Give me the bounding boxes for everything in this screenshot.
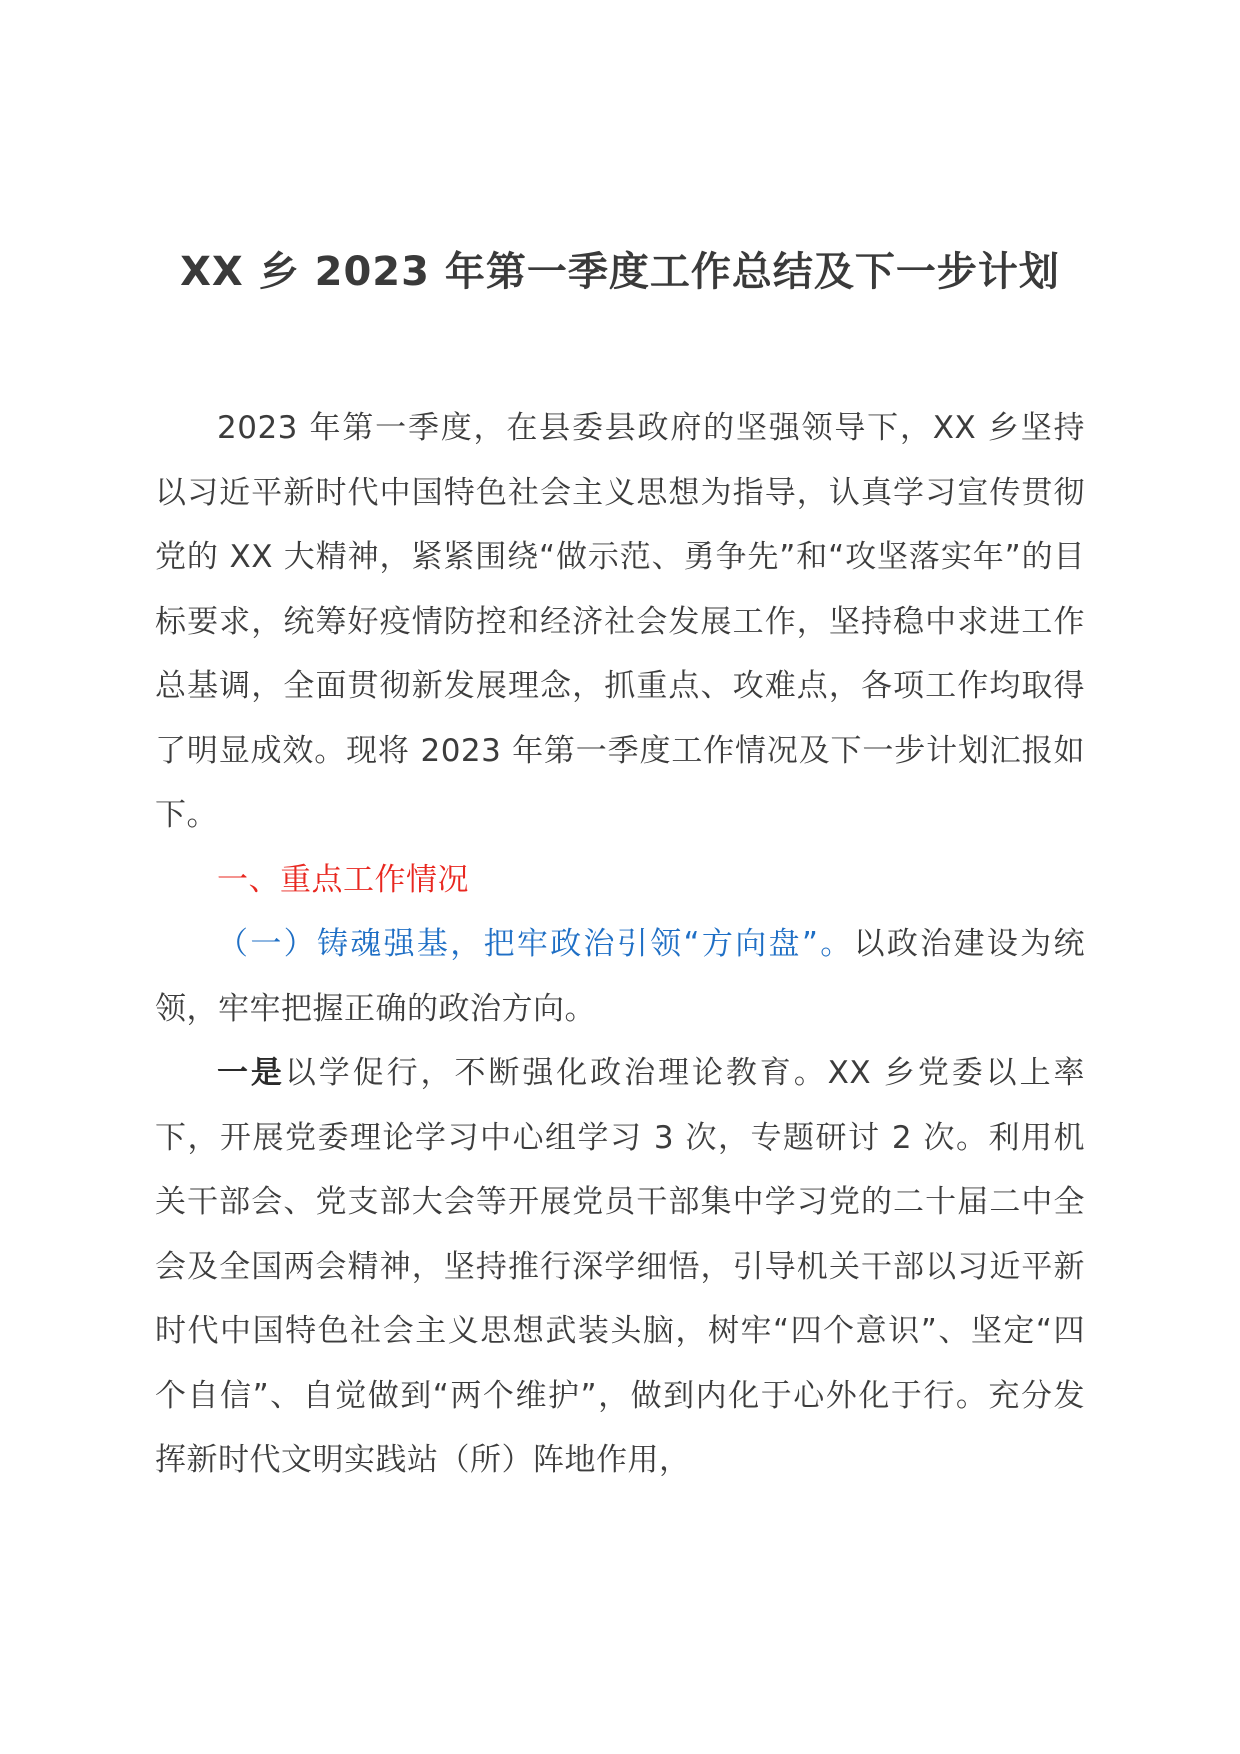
subsection-1-paragraph [155,912,1085,1041]
document-title: XX 乡 2023 年第一季度工作总结及下一步计划 [180,249,1060,295]
subsection-1-heading: （一）铸魂强基，把牢政治引领“方向盘”。 [217,926,854,962]
section-1-heading: 一、重点工作情况 [217,861,469,898]
intro-paragraph: 2023 年第一季度，在县委县政府的坚强领导下，XX 乡坚持以习近平新时代中国特色社会主义思想为指导，认真学习宣传贯彻党的 XX 大精神，紧紧围绕“做示范、勇争先”和“攻坚落实年”的目标要求，统筹好疫情防控和经济社会发展工作，坚持稳中求进工作总基调，全面贯彻新发展理念，抓重点、攻难点，各项工作均取得了明显成效。现将 2023 年第一季度工作情况及下一步计划汇报如下。 [155,410,1085,833]
document-body [155,396,1085,1493]
point-1-paragraph [155,1041,1085,1493]
section-1-paragraph [155,848,1085,913]
subsection-1-text: 以政治建设为统领，牢牢把握正确的政治方向。 [155,926,1085,1027]
point-1-text: 以学促行，不断强化政治理论教育。XX 乡党委以上率下，开展党委理论学习中心组学习 3 次，专题研讨 2 次。利用机关干部会、党支部大会等开展党员干部集中学习党的二十届二中全会及全国两会精神，坚持推行深学细悟，引导机关干部以习近平新时代中国特色社会主义思想武装头脑，树牢“四个意识”、坚定“四个自信”、自觉做到“两个维护”，做到内化于心外化于行。充分发挥新时代文明实践站（所）阵地作用， [155,1055,1086,1478]
point-1-lead: 一是 [217,1055,285,1091]
